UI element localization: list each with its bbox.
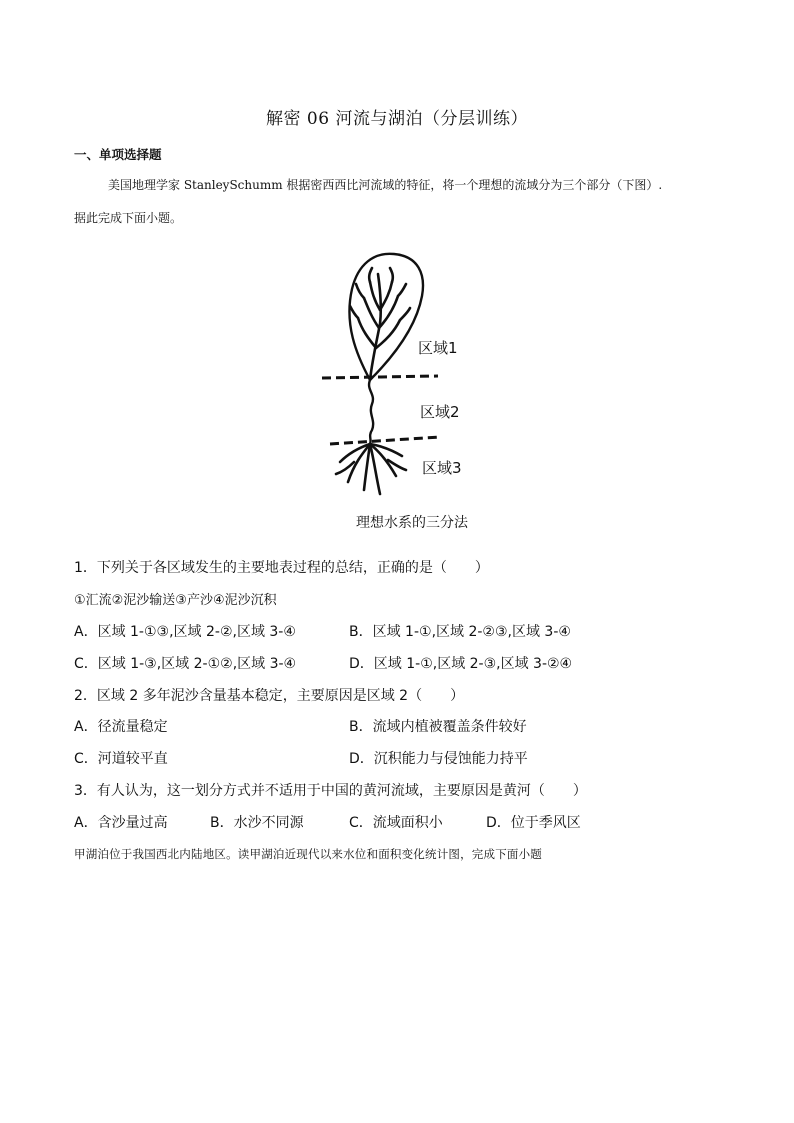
region-3-label: 区域3 <box>422 459 462 477</box>
question-3-stem: 3．有人认为，这一划分方式并不适用于中国的黄河流域，主要原因是黄河（ ） <box>74 783 587 799</box>
lower-distributaries <box>336 444 406 494</box>
question-2-option-d[interactable]: D．沉积能力与侵蚀能力持平 <box>349 751 528 767</box>
question-1-stem: 1．下列关于各区域发生的主要地表过程的总结，正确的是（ ） <box>74 560 489 576</box>
question-2-option-c[interactable]: C．河道较平直 <box>74 751 168 767</box>
question-3-option-b[interactable]: B．水沙不同源 <box>210 815 304 831</box>
intro-paragraph-line-2: 据此完成下面小题。 <box>74 211 183 225</box>
closing-note: 甲湖泊位于我国西北内陆地区。读甲湖泊近现代以来水位和面积变化统计图，完成下面小题 <box>74 847 542 861</box>
question-1-option-b[interactable]: B．区域 1-①,区域 2-②③,区域 3-④ <box>349 624 571 640</box>
figure-caption: 理想水系的三分法 <box>356 515 468 531</box>
upper-divider-line <box>322 376 438 378</box>
question-3-option-a[interactable]: A．含沙量过高 <box>74 815 168 831</box>
region-2-label: 区域2 <box>420 403 460 421</box>
upper-tributaries <box>350 268 410 380</box>
page-title: 解密 06 河流与湖泊（分层训练） <box>266 109 528 129</box>
question-1-option-d[interactable]: D．区域 1-①,区域 2-③,区域 3-②④ <box>349 656 573 672</box>
section-heading: 一、单项选择题 <box>74 147 162 162</box>
middle-channel <box>369 380 373 444</box>
question-1-option-c[interactable]: C．区域 1-③,区域 2-①②,区域 3-④ <box>74 656 297 672</box>
ideal-drainage-diagram <box>318 244 478 506</box>
intro-paragraph-line-1: 美国地理学家 StanleySchumm 根据密西西比河流域的特征，将一个理想的流域分为三个部分（下图）. <box>108 178 663 192</box>
question-1-sub: ①汇流②泥沙输送③产沙④泥沙沉积 <box>74 593 277 608</box>
lower-divider-line <box>330 437 440 444</box>
question-2-option-b[interactable]: B．流域内植被覆盖条件较好 <box>349 719 527 735</box>
question-3-option-c[interactable]: C．流域面积小 <box>349 815 443 831</box>
question-2-stem: 2．区域 2 多年泥沙含量基本稳定，主要原因是区域 2（ ） <box>74 688 465 704</box>
question-2-option-a[interactable]: A．径流量稳定 <box>74 719 168 735</box>
region-1-label: 区域1 <box>418 339 458 357</box>
question-1-option-a[interactable]: A．区域 1-①③,区域 2-②,区域 3-④ <box>74 624 296 640</box>
question-3-option-d[interactable]: D．位于季风区 <box>486 815 581 831</box>
